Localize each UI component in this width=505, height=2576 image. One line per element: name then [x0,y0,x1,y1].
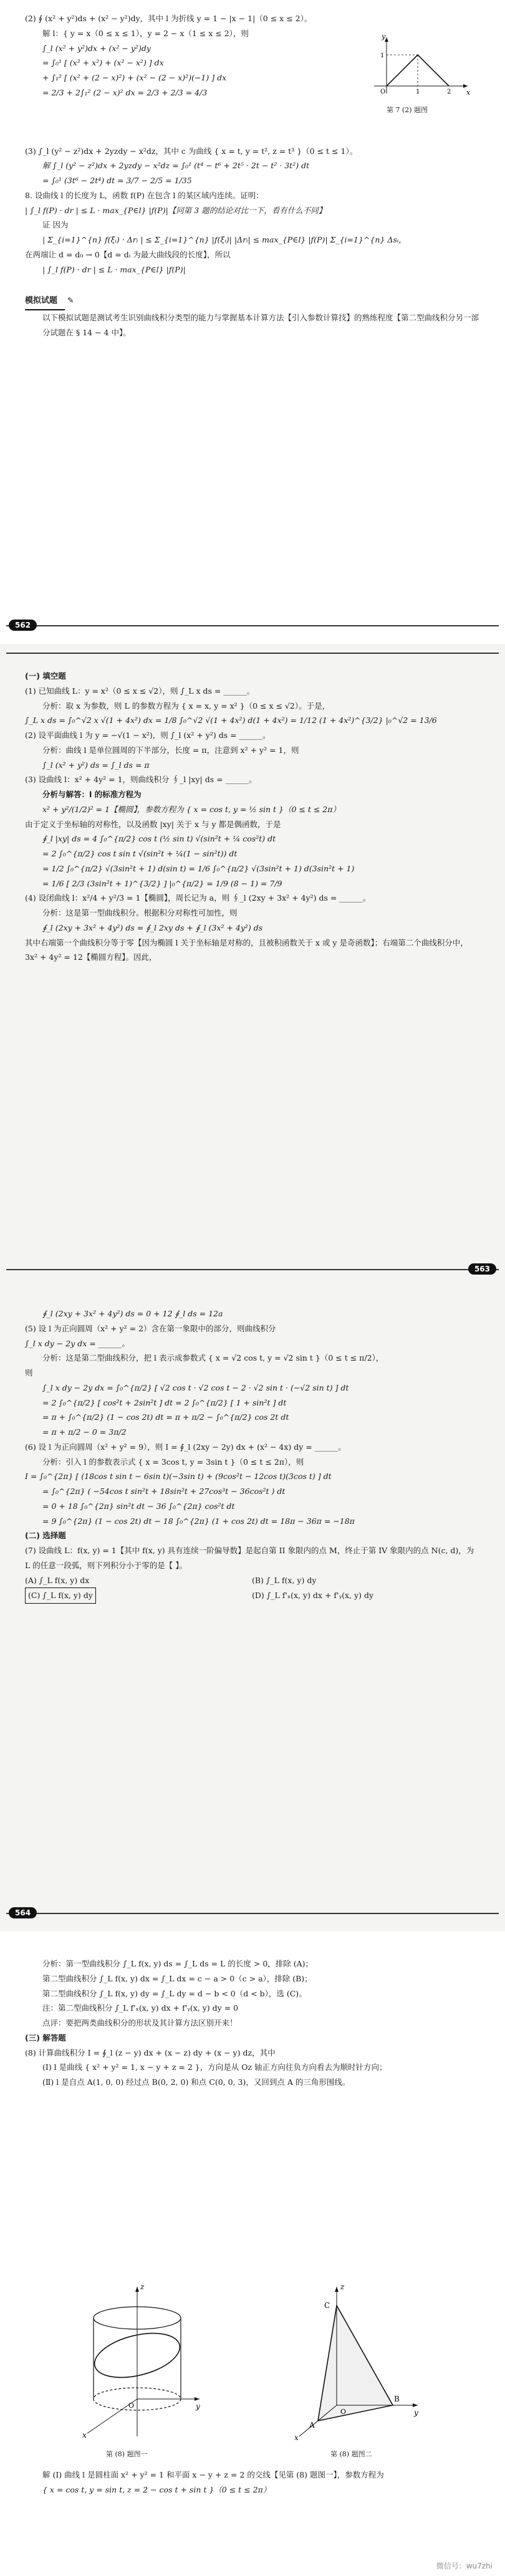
equation-line: ∫_l (x² + y²) ds = ∫_l ds = π [42,760,150,770]
mock-test-banner [25,293,480,310]
analysis-line: 第二型曲线积分 ∫_L f(x, y) dy = ∫_L dy = d − b < 0（d < b），选 (C)。 [42,1988,307,1998]
equation-line: = π + ∫₀^{π/2} (1 − cos 2t) dt = π + π/2 − ∫₀^{π/2} cos 2t dt [42,1412,289,1422]
option-c [25,1587,249,1604]
page-divider [6,653,499,654]
equation-line: = ∫₀¹ (3t⁶ − 2t⁴) dt = 3/7 − 2/5 = 1/35 [42,176,192,185]
problem-7-3: (3) ∫_l (y² − z²)dx + 2yzdy − x²dz，其中 c 为曲线 { x = t, y = t², z = t³ }（0 ≤ t ≤ 1）。 [25,146,358,156]
page-divider [6,1913,499,1914]
solution-line: 解 (Ⅰ) 曲线 l 是圆柱面 x² + y² = 1 和平面 x − y + z = 2 的交线【见第 (8) 题图一】，参数方程为 [42,2470,384,2479]
equation-line: = 2/3 + 2∫₁² (2 − x)² dx = 2/3 + 2/3 = 4/3 [42,87,208,97]
section-solve: (三) 解答题 [25,2033,66,2042]
watermark: 微信号：wu7zhi [436,2562,493,2570]
question-6: (6) 设 l 为正向圆周（x² + y² = 9），则 I = ∮_l (2xy − 2y) dx + (x² − 4x) dy = ______。 [25,1442,346,1452]
figure-caption: 第 7 (2) 题图 [387,106,428,114]
question-1: (1) 已知曲线 L：y = x²（0 ≤ x ≤ √2），则 ∫_L x ds = ______。 [25,686,255,696]
origin-label: O [340,2408,347,2416]
equation-line: = 9 ∫₀^{2π} (1 − cos 2t) dt − 18 ∫₀^{2π} (1 + cos 2t) dt = 18π − 36π = −18π [42,1516,355,1526]
option-d: (D) ∫_L f'ₓ(x, y) dx + f'ᵧ(x, y) dy [251,1591,374,1601]
origin-label: O [128,2401,135,2410]
figure-caption: 第 (8) 题图一 [106,2450,148,2458]
equation-line: = 1/2 ∫₀^{π/2} √(3sin²t + 1) d(sin t) = 1/6 ∫₀^{π/2} √(3sin²t + 1) d(3sin²t + 1) [42,863,355,873]
equation-line: ∫_l (x² + y²)dx + (x² − y²)dy [42,43,151,53]
page-564-body [25,1306,480,1604]
equation-line: 解 ∫_l (y² − z²)dx + 2yzdy − x²dz = ∫₀¹ (t⁴ − t⁶ + 2t⁵ · 2t − t² · 3t²) dt [42,161,310,171]
z-axis-label: z [140,2282,145,2291]
question-5: (5) 设 l 为正向圆周（x² + y² = 2）含在第一象限中的部分，则曲线积分 [25,1323,276,1333]
banner-label: 模拟试题 [25,294,65,310]
x-axis-label: x [82,2431,87,2440]
equation-line: { x = cos t, y = sin t, z = 2 − cos t + sin t }（0 ≤ t ≤ 2π） [42,2484,271,2494]
proof-start: 证 因为 [42,220,69,230]
page-562 [0,0,505,644]
options-row [25,1573,480,1588]
analysis-line: 则 [25,1368,33,1377]
analysis-line: 分析：曲线 l 是单位圆周的下半部分，长度 = π，注意到 x² + y² = 1，则 [42,745,299,755]
analysis-line: 分析：取 x 为参数，则 L 的参数方程为 { x = x, y = x² }（0 ≤ x ≤ √2）。于是， [42,701,330,711]
section-fill-in: (一) 填空题 [25,671,66,681]
solution-line: 解 l：{ y = x（0 ≤ x ≤ 1），y = 2 − x（1 ≤ x ≤ 2），则 [42,28,249,38]
option-a: (A) ∫_L f(x, y) dx [25,1575,90,1585]
analysis-line: 由于定义于坐标轴的对称性，以及函数 |xy| 关于 x 与 y 都是偶函数，于是 [25,819,281,829]
page-564 [0,1288,505,1932]
equation-line: ∫_l x dy − 2y dx = ∫₀^{π/2} [ √2 cos t · √2 cos t − 2 · √2 sin t · (−√2 sin t) ] dt [42,1382,349,1392]
question-8-part-2: (Ⅱ) l 是自点 A(1, 0, 0) 经过点 B(0, 2, 0) 和点 C(0, 0, 3)，又回到点 A 的三角形围线。 [42,2077,350,2087]
tick-label: 2 [447,89,451,95]
equation-line: ∮_l |xy| ds = 4 ∫₀^{π/2} cos t (½ sin t) √(sin²t + ¼ cos²t) dt [42,834,276,844]
equation-line: ∫_l x dy − 2y dx = ______。 [25,1338,130,1348]
equation-line: ∮_l (2xy + 3x² + 4y²) ds = 0 + 12 ∮_l ds = 12a [42,1309,223,1318]
y-axis-label: y [414,2408,418,2417]
option-b: (B) ∫_L f(x, y) dy [251,1575,317,1585]
proof-line: 在两端让 d = d₀ → 0【d = dᵢ 为最大曲线段的长度】，所以 [25,249,231,259]
solution-block [25,2468,480,2497]
origin-label: O [380,89,386,95]
equation-line: = 2 ∫₀^{π/2} cos t sin t √(sin²t + ¼(1 − sin²t)) dt [42,849,238,858]
equation-line: | ∫_l f(P) · dr | ≤ L · max_{P∈l} |f(P)|【同第 3 题的结论对比一下，看有什么不同】 [25,205,327,215]
page-563-body [25,669,480,965]
x-axis-label: x [294,2433,299,2442]
question-4: (4) 设闭曲线 l：x²/4 + y²/3 = 1【椭圆】，周长记为 a，则 ∮_l (2xy + 3x² + 4y²) ds = ______。 [25,893,371,903]
question-8-part-1: (Ⅰ) l 是曲线 { x² + y² = 1, x − y + z = 2 }，方向是从 Oz 轴正方向往负方向看去为顺时针方向； [42,2062,387,2072]
pen-icon: ✎ [67,295,74,305]
page-number: 563 [468,1263,496,1275]
equation-line: I = ∫₀^{2π} [ (18cos t sin t − 6sin t)(−3sin t) + (9cos²t − 12cos t)(3cos t) ] dt [25,1472,332,1482]
point-c-label: C [324,2301,330,2310]
equation-line: = ∫₀^{2π} ( −54cos t sin²t + 18sin²t + 27cos³t − 36cos²t ) dt [42,1487,286,1496]
analysis-line: 第二型曲线积分 ∫_L f(x, y) dx = ∫_L dx = c − a > 0（c > a），排除 (B)； [42,1973,312,1983]
question-8: (8) 计算曲线积分 I = ∮_l (z − y) dx + (x − z) dy + (x − y) dz，其中 [25,2047,276,2057]
equation-line: | ∫_l f(P) · dr | ≤ L · max_{P∈l} |f(P)| [42,264,186,274]
equation-line: ∫_L x ds = ∫₀^√2 x √(1 + 4x²) dx = 1/8 ∫₀^√2 √(1 + 4x²) d(1 + 4x²) = 1/12 (1 + 4x²)^{3/2} |₀^√2 = 13/6 [25,716,437,725]
z-axis-label: z [340,2282,345,2291]
point-a-label: A [309,2421,315,2430]
analysis-line: 分析：这是第二型曲线积分，把 l 表示成参数式 { x = √2 cos t, y = √2 sin t }（0 ≤ t ≤ π/2）， [42,1353,384,1363]
question-7: (7) 设曲线 L：f(x, y) = 1【其中 f(x, y) 具有连续一阶偏导数】是起自第 II 象限内的点 M，终止于第 IV 象限内的点 N(c, d)，为 L 的任意一段弧，则下列积分小于零的是【 】。 [25,1546,474,1570]
question-2: (2) 设平面曲线 l 为 y = −√(1 − x²)，则 ∫_l (x² + y²) ds = ______。 [25,730,271,740]
point-b-label: B [394,2395,400,2403]
equation-line: + ∫₁² [ (x² + (2 − x)²) + (x² − (2 − x)²)(−1) ] dx [42,73,227,82]
equation-line: = 1/6 [ 2/3 (3sin²t + 1)^{3/2} ] |₀^{π/2} = 1/9 (8 − 1) = 7/9 [42,878,282,888]
y-axis-label: y [196,2402,200,2411]
equation-line: = ∫₀¹ [ (x² + x²) + (x² − x²) ] dx [42,58,164,68]
analysis-line: 其中右端第一个曲线积分等于零【因为椭圆 l 关于坐标轴是对称的，且被积函数关于 x 或 y 是奇函数】；右端第二个曲线积分中，3x² + 4y² = 12【椭圆方程】。因此， [25,937,468,962]
mock-test-intro: 以下模拟试题是测试考生识别曲线积分类型的能力与掌握基本计算方法【引入参数计算技】的熟练程度【第二型曲线积分另一部分试题在 § 14 − 4 中】。 [42,312,479,337]
section-choice: (二) 选择题 [25,1531,66,1541]
equation-line: ∮_l (2xy + 3x² + 4y²) ds = ∮_l 2xy ds + ∮_l (3x² + 4y²) ds [42,922,263,932]
page-565-body [25,1956,480,2090]
page-divider [6,625,499,626]
note-line: 注：第二型曲线积分 ∫_L f'ₓ(x, y) dx + f'ᵧ(x, y) dy = 0 [42,2003,239,2013]
page-565 [0,1932,505,2576]
equation-line: = 0 + 18 ∫₀^{2π} sin²t dt − 36 ∫₀^{2π} cos²t dt [42,1501,235,1511]
page-divider [6,1269,499,1270]
option-c-label: (C) ∫_L f(x, y) dy [25,1587,96,1604]
equation-line: x² + y²/(1/2)² = 1【椭圆】，参数方程为 { x = cos t, y = ½ sin t }（0 ≤ t ≤ 2π） [42,804,340,814]
equation-line: = 2 ∫₀^{π/2} [ cos²t + 2sin²t ] dt = 2 ∫₀^{π/2} [ 1 + sin²t ] dt [42,1397,287,1407]
problem-7-2: (2) ∮ (x² + y²)ds + (x² − y²)dy，其中 l 为折线 y = 1 − |x − 1|（0 ≤ x ≤ 2）。 [25,14,312,23]
analysis-heading: 分析与解答：l 的标准方程为 [42,790,142,799]
equation-line: = π + π/2 − 0 = 3π/2 [42,1427,127,1437]
equation-line: | Σ_{i=1}^{n} f(ξᵢ) · Δrᵢ | ≤ Σ_{i=1}^{n} |f(ξᵢ)| |Δrᵢ| ≤ max_{P∈l} |f(P)| Σ_{i=1}^{n} Δsᵢ， [42,235,406,244]
page-number: 564 [9,1907,37,1918]
x-axis-label: x [466,89,471,97]
page-563 [0,644,505,1288]
y-axis-label: y [382,32,386,41]
analysis-line: 分析：第一型曲线积分 ∫_L f(x, y) ds = ∫_L ds = L 的长度 > 0，排除 (A)； [42,1959,314,1968]
broken-line-figure [368,31,474,100]
problem-8: 8. 设曲线 l 的长度为 L，函数 f(P) 在包含 l 的某区域内连续。证明： [25,190,264,200]
cylinder-figure [69,2281,206,2443]
question-3: (3) 设曲线 l：x² + 4y² = 1，则曲线积分 ∮_l |xy| ds = ______。 [25,775,257,785]
tick-label: 1 [380,52,385,59]
tick-label: 1 [416,89,420,95]
options-row [25,1587,480,1604]
analysis-line: 分析：这是第一型曲线积分。根据积分对称性可加性，则 [42,908,238,917]
analysis-line: 分析：引入 l 的参数表示式 { x = 3cos t, y = 3sin t }（0 ≤ t ≤ 2π），则 [42,1457,304,1467]
comment-line: 点评：要把两类曲线积分的形状及其计算方法区别开来！ [42,2018,238,2028]
figure-caption: 第 (8) 题图二 [330,2450,372,2458]
triangle-figure [287,2281,424,2443]
page-number: 562 [9,620,37,631]
